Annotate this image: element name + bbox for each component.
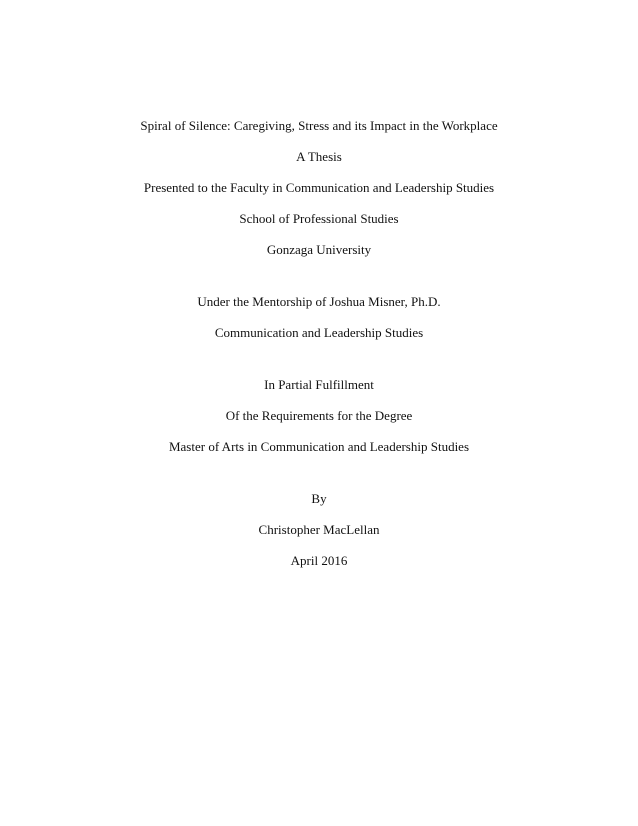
partial-fulfillment: In Partial Fulfillment: [264, 377, 374, 392]
school-name: School of Professional Studies: [239, 211, 399, 226]
mentor-department: Communication and Leadership Studies: [214, 325, 424, 340]
university-name: Gonzaga University: [266, 242, 372, 257]
document-type: A Thesis: [296, 149, 342, 164]
by-label: By: [311, 491, 327, 506]
author-name: Christopher MacLellan: [258, 522, 380, 537]
submission-date: April 2016: [290, 553, 348, 568]
degree-name: Master of Arts in Communication and Leadership Studies: [168, 439, 470, 454]
degree-requirements: Of the Requirements for the Degree: [225, 408, 413, 423]
presented-to: Presented to the Faculty in Communication and Leadership Studies: [143, 180, 495, 195]
mentorship-line: Under the Mentorship of Joshua Misner, Ph.D.: [197, 294, 441, 309]
thesis-title: Spiral of Silence: Caregiving, Stress and its Impact in the Workplace: [140, 118, 498, 133]
